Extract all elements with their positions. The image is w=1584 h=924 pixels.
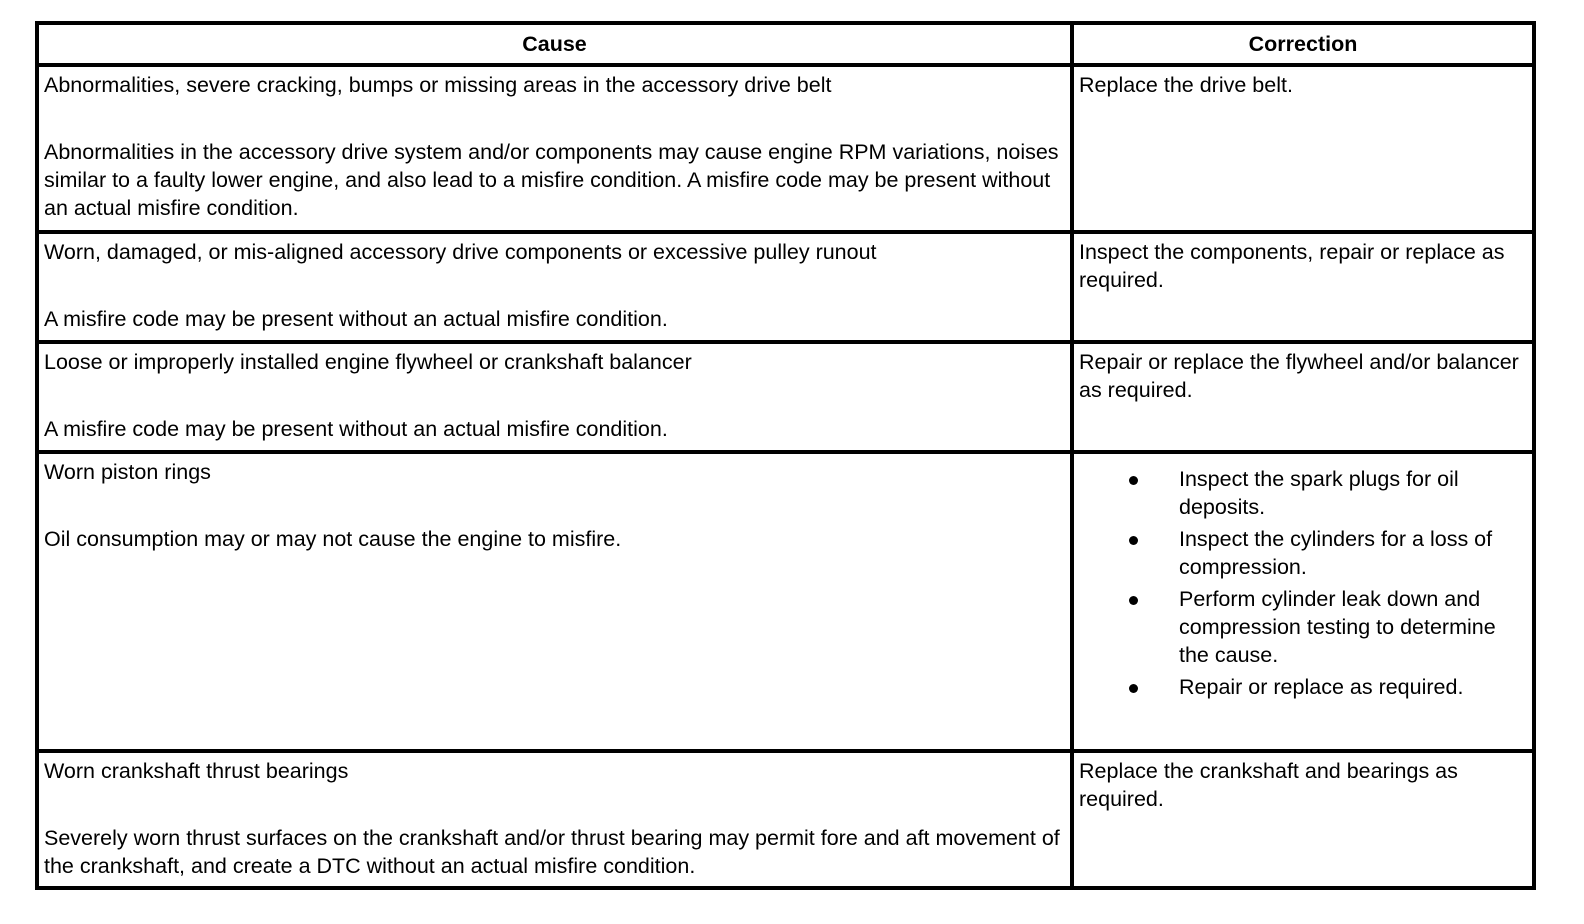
correction-step-text: Inspect the spark plugs for oil deposits. — [1179, 467, 1459, 519]
correction-step-text: Perform cylinder leak down and compression testing to determine the cause. — [1179, 587, 1496, 667]
correction-step-text: Repair or replace as required. — [1179, 675, 1464, 699]
correction-step-text: Inspect the cylinders for a loss of compression. — [1179, 527, 1493, 579]
cause-text: Worn, damaged, or mis-aligned accessory drive components or excessive pulley runout — [44, 240, 877, 264]
bullet-icon — [1129, 536, 1138, 545]
bullet-icon — [1129, 596, 1138, 605]
correction-cell — [1072, 65, 1534, 232]
cause-text: Abnormalities, severe cracking, bumps or missing areas in the accessory drive belt — [44, 73, 832, 97]
cause-note: Oil consumption may or may not cause the engine to misfire. — [44, 527, 622, 551]
bullet-icon — [1129, 684, 1138, 693]
list-item — [1079, 673, 1526, 701]
table-header-row — [37, 23, 1534, 65]
cause-note: A misfire code may be present without an actual misfire condition. — [44, 417, 668, 441]
bullet-icon — [1129, 476, 1138, 485]
correction-text: Inspect the components, repair or replace as required. — [1079, 240, 1505, 292]
list-item — [1079, 585, 1526, 669]
correction-text: Repair or replace the flywheel and/or balancer as required. — [1079, 350, 1519, 402]
list-item — [1079, 525, 1526, 581]
correction-text: Replace the crankshaft and bearings as required. — [1079, 759, 1458, 811]
cause-cell — [37, 751, 1072, 888]
cause-text: Worn crankshaft thrust bearings — [44, 759, 349, 783]
cause-note: A misfire code may be present without an actual misfire condition. — [44, 307, 668, 331]
cause-cell — [37, 232, 1072, 342]
cause-note: Severely worn thrust surfaces on the crankshaft and/or thrust bearing may permit fore and aft movement of the crankshaft, and create a DTC without an actual misfire condition. — [44, 826, 1060, 878]
table-row — [37, 232, 1534, 342]
table-row — [37, 751, 1534, 888]
cause-cell — [37, 65, 1072, 232]
cause-cell — [37, 342, 1072, 452]
correction-cell — [1072, 232, 1534, 342]
cause-text: Worn piston rings — [44, 460, 211, 484]
cause-cell — [37, 452, 1072, 751]
correction-cell — [1072, 452, 1534, 751]
table-row — [37, 342, 1534, 452]
cause-correction-table — [35, 21, 1536, 890]
header-correction: Correction — [1072, 23, 1534, 65]
header-cause: Cause — [37, 23, 1072, 65]
list-item — [1079, 465, 1526, 521]
cause-text: Loose or improperly installed engine flywheel or crankshaft balancer — [44, 350, 692, 374]
table-row — [37, 452, 1534, 751]
cause-note: Abnormalities in the accessory drive system and/or components may cause engine RPM variations, noises similar to a faulty lower engine, and also lead to a misfire condition. A misfire code may be present without an actual misfire condition. — [44, 140, 1059, 220]
correction-cell — [1072, 342, 1534, 452]
table-row — [37, 65, 1534, 232]
correction-steps-list — [1079, 458, 1526, 701]
correction-text: Replace the drive belt. — [1079, 73, 1293, 97]
correction-cell — [1072, 751, 1534, 888]
